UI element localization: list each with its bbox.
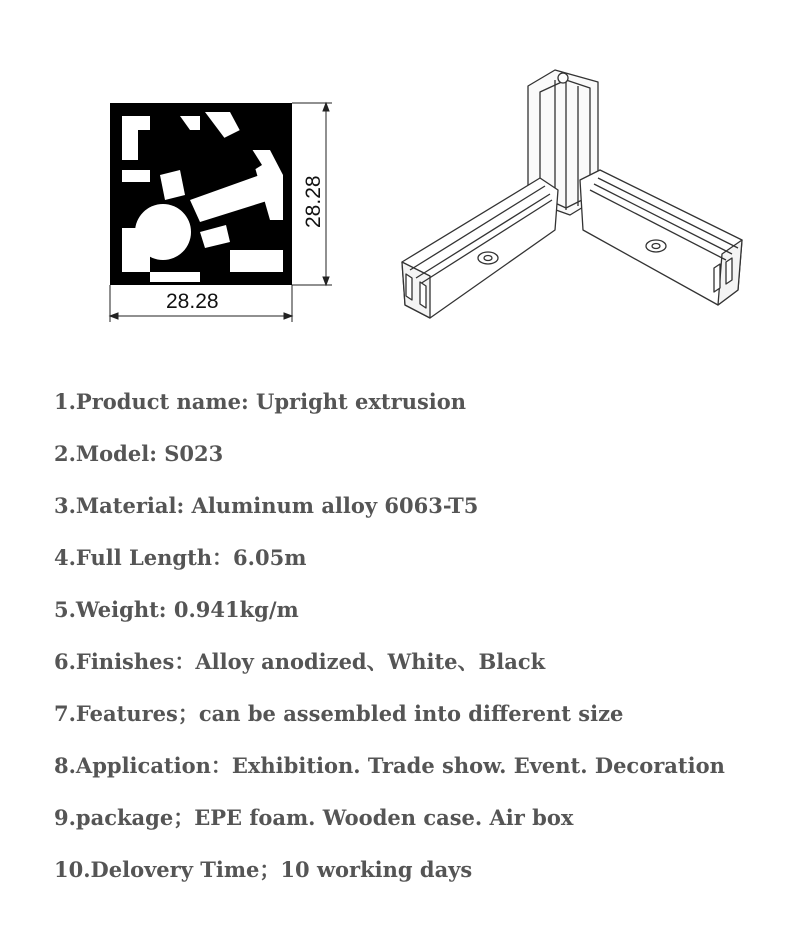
- cross-section-profile: [110, 103, 292, 285]
- spec-weight: 5.Weight: 0.941kg/m: [54, 597, 299, 622]
- spec-features: 7.Features；can be assembled into different size: [54, 701, 624, 726]
- spec-product-name: 1.Product name: Upright extrusion: [54, 389, 467, 414]
- spec-package: 9.package；EPE foam. Wooden case. Air box: [54, 805, 574, 830]
- spec-model: 2.Model: S023: [54, 441, 224, 466]
- spec-application: 8.Application：Exhibition. Trade show. Event. Decoration: [54, 753, 725, 778]
- spec-finishes: 6.Finishes：Alloy anodized、White、Black: [54, 649, 546, 674]
- width-dimension-label: 28.28: [166, 290, 219, 313]
- profile-drawing: [0, 0, 790, 360]
- height-dimension-label: 28.28: [302, 175, 325, 228]
- corner-assembly-drawing: [402, 70, 742, 318]
- product-figures: [0, 0, 790, 360]
- spec-material: 3.Material: Aluminum alloy 6063-T5: [54, 493, 479, 518]
- spec-list: [54, 384, 725, 904]
- spec-full-length: 4.Full Length：6.05m: [54, 545, 307, 570]
- spec-delivery-time: 10.Delovery Time；10 working days: [54, 857, 473, 882]
